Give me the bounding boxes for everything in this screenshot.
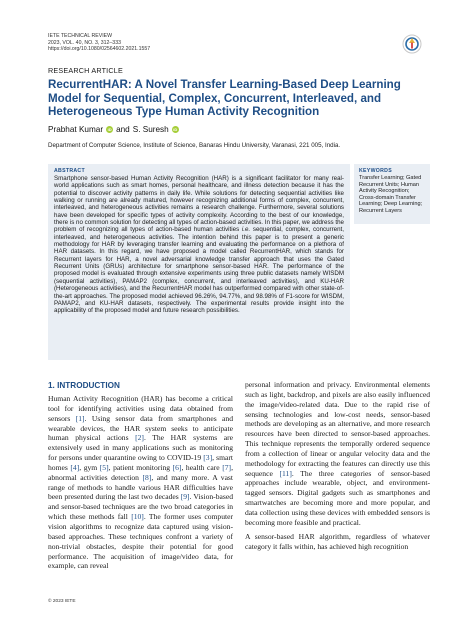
abstract-text-italic: i.e. (241, 226, 251, 234)
check-for-updates-icon[interactable] (402, 34, 422, 54)
paragraph: personal information and privacy. Environmental elements such as light, backdrop, and pixels are also easily influenced the image/video-related data. Due to the rapid rise of sensing technologies and low-cost needs, sensor-based methods are developing as an alternative, and more research resources have been directed to sensor-based approaches. This technique represents the temporally ordered sequence from a collection of linear or angular velocity data and the methodology for extracting the features can directly use this sequence [11]. The three categories of sensor-based approaches include wearable, object, and environment-tagged sensors. Digital gadgets such as smartphones and smartwatches are becoming more and more popular, and data collection using these devices with embedded sensors is becoming more feasible and practical. (245, 380, 430, 527)
author-name[interactable]: S. Suresh (132, 125, 169, 134)
journal-doi[interactable]: https://doi.org/10.1080/02564602.2021.1557 (48, 46, 151, 53)
citation-link[interactable]: [8] (142, 472, 152, 482)
body-column-left (48, 394, 233, 575)
keywords-heading: KEYWORDS (359, 168, 392, 174)
paragraph: A sensor-based HAR algorithm, regardless of whatever category it falls within, has achieved high recognition (245, 531, 430, 551)
affiliation: Department of Computer Science, Institute of Science, Banaras Hindu University, Varanasi, 221 005, India. (48, 142, 341, 149)
article-type: RESEARCH ARTICLE (48, 66, 123, 75)
paragraph: Human Activity Recognition (HAR) has become a critical tool for identifying activities using data obtained from sensors [1]. Using sensor data from smartphones and wearable devices, the HAR system seeks to anticipate human physical actions [2]. The HAR systems are extensively used in many applications such as monitoring for persons under quarantine owing to COVID-19 [3], smart homes [4], gym [5], patient monitoring [6], health care [7], abnormal activities detection [8], and many more. A vast range of methods to handle various HAR difficulties have been presented during the last two decades [9]. Vision-based and sensor-based techniques are the two broad categories in which these methods fall [10]. The former uses computer vision algorithms to recognize data captured using vision-based approaches. These techniques confront a variety of non-trivial obstacles, despite their potential for good performance. The acquisition of image/video data, for example, can reveal (48, 394, 234, 571)
citation-link[interactable]: [2] (135, 433, 144, 443)
journal-name: IETE TECHNICAL REVIEW (48, 33, 112, 39)
citation-link[interactable]: [6] (172, 462, 182, 472)
citation-link[interactable]: [3] (203, 453, 213, 463)
abstract-text-part: Smartphone sensor-based Human Activity Recognition (HAR) is a significant facilitator for many real-world applications such as smart homes, personal healthcare, and illness detection because it has the potential to discover activity patterns in daily life. While solutions for detecting sequential activities like walking or running are already matured, however recognizing additional forms of complex, concurrent, interleaved, and heterogeneous activities remains a research challenge. Furthermore, several solutions have been developed for specific types of activity complexity. According to the best of our knowledge, there is no common solution for detecting all types of action-based activities. In this paper, we address the problem of recognizing all types of action-based human activities (54, 175, 344, 234)
citation-link[interactable]: [11] (279, 468, 292, 478)
keywords-box (354, 164, 430, 224)
journal-header (48, 33, 268, 53)
author-list (48, 125, 179, 134)
keywords-text: Transfer Learning; Gated Recurrent Units; Human Activity Recognition; Cross-domain Transfer Learning; Deep Learning; Recurrent Layers (359, 175, 423, 214)
abstract-text (54, 175, 344, 315)
copyright-footer: © 2023 IETE (48, 599, 76, 604)
citation-link[interactable]: [4] (70, 462, 80, 472)
citation-link[interactable]: [10] (131, 512, 144, 522)
journal-issue: 2023, VOL. 40, NO. 3, 312–333 (48, 39, 121, 46)
citation-link[interactable]: [5] (99, 462, 109, 472)
abstract-heading: ABSTRACT (54, 168, 85, 174)
citation-link[interactable]: [7] (222, 462, 232, 472)
section-heading-introduction: 1. INTRODUCTION (48, 381, 120, 390)
orcid-icon[interactable]: iD (107, 127, 112, 132)
author-name[interactable]: Prabhat Kumar (48, 125, 104, 134)
body-column-right (245, 380, 430, 555)
citation-link[interactable]: [1] (75, 413, 85, 423)
abstract-box (48, 164, 350, 360)
orcid-icon[interactable]: iD (173, 127, 178, 132)
citation-link[interactable]: [9] (180, 492, 190, 502)
author-connector: and (116, 125, 130, 134)
abstract-text-part: sequential, complex, concurrent, interleaved, and heterogeneous activities. The intention behind this paper is to present a generic methodology for HAR by leveraging transfer learning and evaluating the performance on a plethora of HAR datasets. In this regard, we have proposed a model called RecurrentHAR, which stands for Recurrent layers for HAR, a novel adversarial knowledge transfer approach that uses the Gated Recurrent Units (GRUs) architecture for smartphone sensor-based HAR. The performance of the proposed model is evaluated through extensive experiments using three public datasets namely WISDM (sequential activities), PAMAP2 (complex, concurrent, and interleaved activities), and KU-HAR (Heterogeneous activities), and the RecurrentHAR model has outperformed compared with other state-of-the-art approaches. The proposed model achieved 96.26%, 94.77%, and 98.98% of F1-score for WISDM, PAMAP2, and KU-HAR datasets, respectively. The experimental results provide insight into the applicability of the proposed model and future research possibilities. (54, 226, 344, 315)
article-title: RecurrentHAR: A Novel Transfer Learning-Based Deep Learning Model for Sequential, Complex, Concurrent, Interleaved, and Heterogeneous Type Human Activity Recognition (48, 78, 401, 119)
